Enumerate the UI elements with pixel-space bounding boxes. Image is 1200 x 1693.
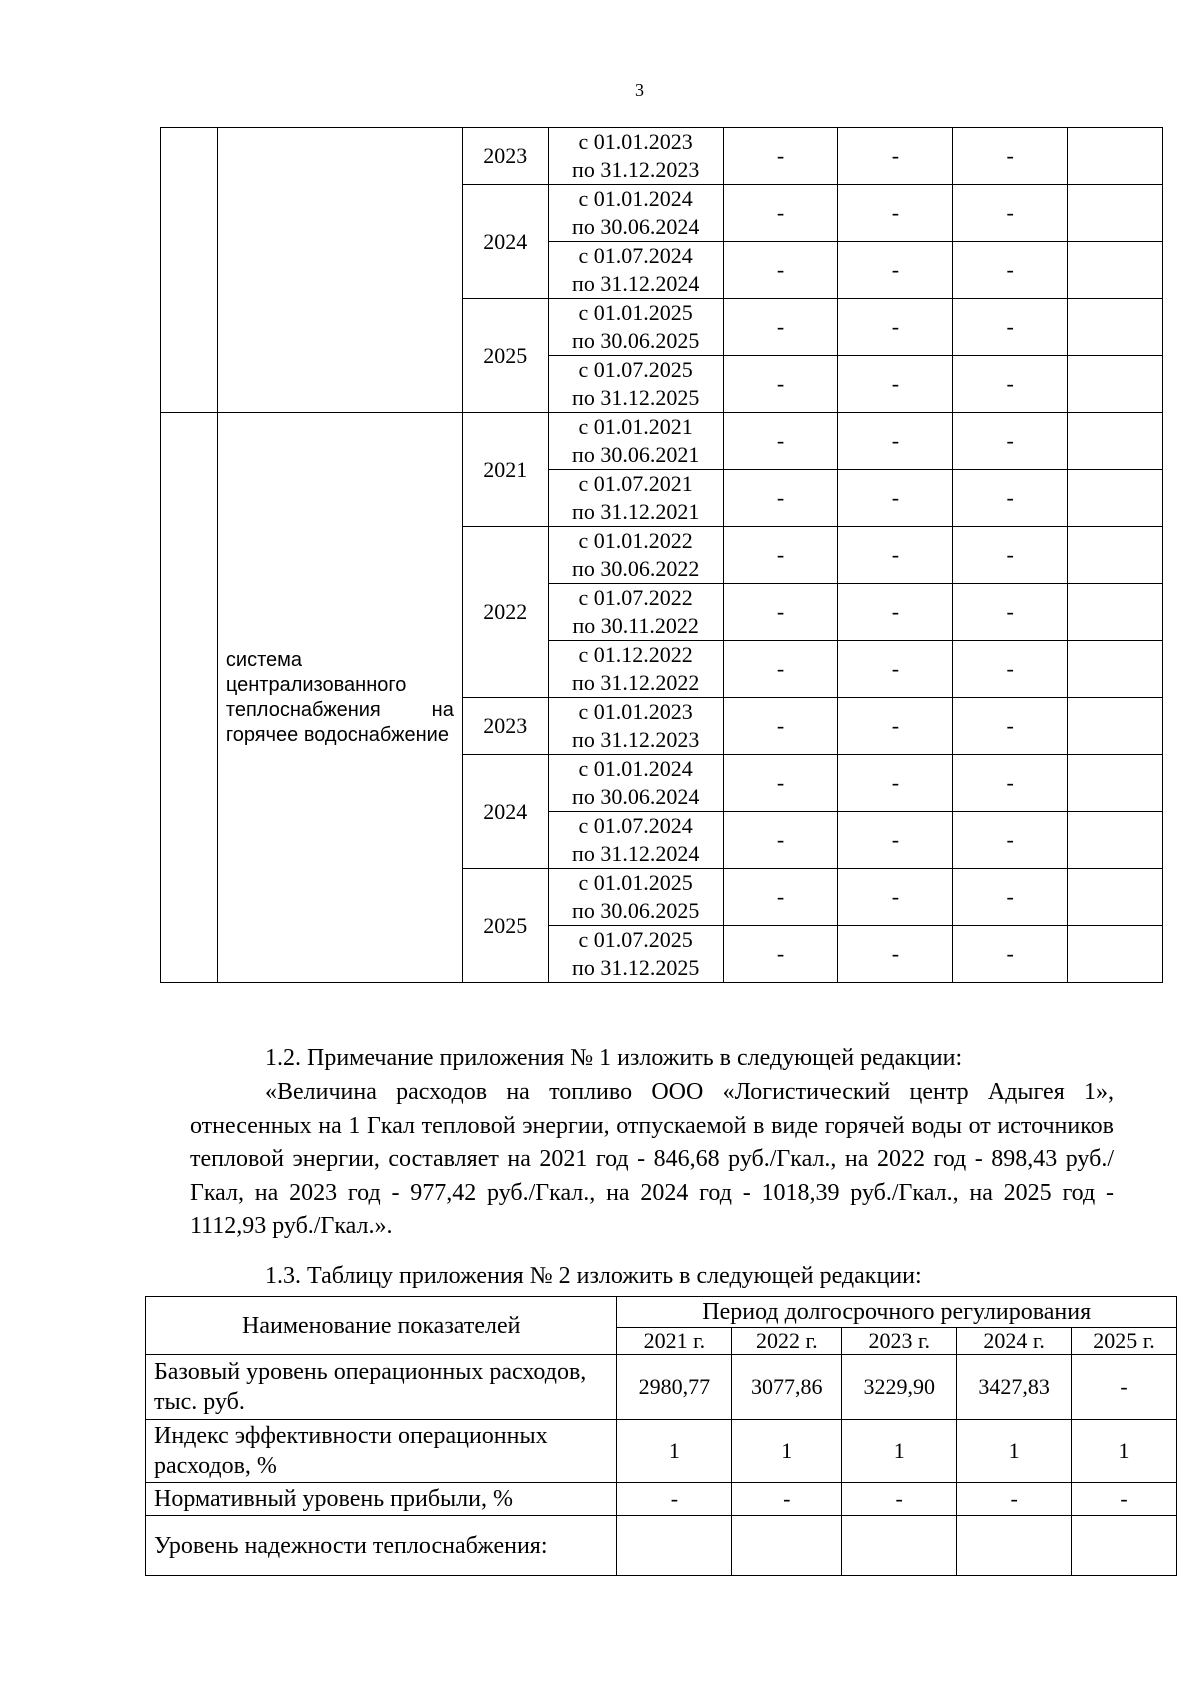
- value-cell: [1068, 641, 1163, 698]
- period-cell: [548, 299, 723, 356]
- period-cell: [548, 926, 723, 983]
- period-to: по 30.06.2025: [572, 328, 700, 353]
- value-cell: -: [723, 527, 838, 584]
- indicator-value: [842, 1516, 957, 1576]
- value-cell: [1068, 128, 1163, 185]
- indicator-value: -: [1072, 1483, 1177, 1516]
- period-to: по 31.12.2021: [572, 499, 700, 524]
- system-name-cell: [217, 128, 462, 413]
- value-cell: [1068, 242, 1163, 299]
- value-cell: -: [723, 641, 838, 698]
- indicator-value: 1: [1072, 1420, 1177, 1483]
- period-from: с 01.12.2022: [578, 642, 693, 667]
- period-to: по 31.12.2024: [572, 271, 700, 296]
- indicator-value: 1: [842, 1420, 957, 1483]
- period-from: с 01.01.2025: [578, 870, 693, 895]
- value-cell: -: [838, 242, 953, 299]
- period-to: по 31.12.2022: [572, 670, 700, 695]
- period-cell: [548, 242, 723, 299]
- value-cell: -: [953, 755, 1068, 812]
- indicator-value: -: [957, 1483, 1072, 1516]
- value-cell: [1068, 869, 1163, 926]
- value-cell: -: [838, 641, 953, 698]
- value-cell: -: [953, 242, 1068, 299]
- indicator-row: [146, 1355, 1177, 1420]
- value-cell: -: [953, 698, 1068, 755]
- period-from: с 01.01.2021: [578, 414, 693, 439]
- value-cell: -: [953, 185, 1068, 242]
- period-cell: [548, 698, 723, 755]
- period-cell: [548, 812, 723, 869]
- indicator-value: [732, 1516, 842, 1576]
- value-cell: -: [723, 128, 838, 185]
- value-cell: -: [953, 641, 1068, 698]
- indicator-row: [146, 1516, 1177, 1576]
- indicator-value: -: [732, 1483, 842, 1516]
- indicator-name: Базовый уровень операционных расходов, тыс. руб.: [146, 1355, 617, 1420]
- period-cell: [548, 641, 723, 698]
- period-to: по 31.12.2024: [572, 841, 700, 866]
- period-from: с 01.07.2025: [578, 357, 693, 382]
- value-cell: [1068, 698, 1163, 755]
- indicators-header-row: [146, 1297, 1177, 1328]
- period-from: с 01.01.2023: [578, 129, 693, 154]
- indicator-value: -: [842, 1483, 957, 1516]
- period-from: с 01.01.2024: [578, 186, 693, 211]
- year-header: 2022 г.: [732, 1328, 842, 1355]
- period-from: с 01.01.2024: [578, 756, 693, 781]
- period-from: с 01.07.2021: [578, 471, 693, 496]
- period-from: с 01.07.2025: [578, 927, 693, 952]
- value-cell: -: [953, 869, 1068, 926]
- value-cell: -: [723, 698, 838, 755]
- period-to: по 30.06.2021: [572, 442, 700, 467]
- value-cell: [1068, 755, 1163, 812]
- period-cell: [548, 869, 723, 926]
- period-from: с 01.07.2024: [578, 813, 693, 838]
- value-cell: -: [723, 755, 838, 812]
- period-cell: [548, 185, 723, 242]
- value-cell: -: [723, 869, 838, 926]
- section-1-2-text: «Величина расходов на топливо ООО «Логистический центр Адыгея 1», отнесенных на 1 Гкал тепловой энергии, отпускаемой в виде горячей воды от источников тепловой энергии, составляет на 2021 год - 846,68 руб./Гкал., на 2022 год - 898,43 руб./Гкал, на 2023 год - 977,42 руб./Гкал., на 2024 год - 1018,39 руб./Гкал., на 2025 год - 1112,93 руб./Гкал.».: [190, 1079, 1114, 1239]
- value-cell: -: [838, 185, 953, 242]
- indicator-value: 1: [957, 1420, 1072, 1483]
- year-header: 2025 г.: [1072, 1328, 1177, 1355]
- value-cell: [1068, 413, 1163, 470]
- value-cell: -: [838, 356, 953, 413]
- value-cell: [1068, 812, 1163, 869]
- name-header: Наименование показателей: [146, 1297, 617, 1355]
- value-cell: -: [838, 584, 953, 641]
- indicator-value: 3077,86: [732, 1355, 842, 1420]
- year-header: 2021 г.: [617, 1328, 732, 1355]
- value-cell: [1068, 470, 1163, 527]
- value-cell: -: [723, 812, 838, 869]
- value-cell: -: [838, 128, 953, 185]
- value-cell: -: [953, 470, 1068, 527]
- year-header: 2023 г.: [842, 1328, 957, 1355]
- year-cell: 2024: [462, 755, 548, 869]
- year-header: 2024 г.: [957, 1328, 1072, 1355]
- period-from: с 01.01.2023: [578, 699, 693, 724]
- period-cell: [548, 128, 723, 185]
- value-cell: [1068, 299, 1163, 356]
- section-1-3-heading: 1.3. Таблицу приложения № 2 изложить в следующей редакции:: [265, 1263, 922, 1289]
- indicator-row: [146, 1483, 1177, 1516]
- value-cell: -: [723, 356, 838, 413]
- period-header: Период долгосрочного регулирования: [617, 1297, 1177, 1328]
- indicator-value: -: [1072, 1355, 1177, 1420]
- indicator-name: Индекс эффективности операционных расходов, %: [146, 1420, 617, 1483]
- value-cell: -: [838, 299, 953, 356]
- value-cell: -: [838, 527, 953, 584]
- indicator-value: -: [617, 1483, 732, 1516]
- indicator-value: [617, 1516, 732, 1576]
- period-to: по 31.12.2025: [572, 385, 700, 410]
- value-cell: -: [838, 812, 953, 869]
- value-cell: -: [953, 128, 1068, 185]
- period-from: с 01.07.2022: [578, 585, 693, 610]
- value-cell: -: [953, 299, 1068, 356]
- value-cell: [1068, 185, 1163, 242]
- period-to: по 30.11.2022: [572, 613, 699, 638]
- value-cell: -: [838, 698, 953, 755]
- period-cell: [548, 755, 723, 812]
- value-cell: -: [723, 470, 838, 527]
- year-cell: 2023: [462, 698, 548, 755]
- value-cell: [1068, 527, 1163, 584]
- value-cell: -: [723, 242, 838, 299]
- indicator-value: [1072, 1516, 1177, 1576]
- indicator-row: [146, 1420, 1177, 1483]
- period-to: по 31.12.2025: [572, 955, 700, 980]
- indicator-name: Уровень надежности теплоснабжения:: [146, 1516, 617, 1576]
- indicator-value: 2980,77: [617, 1355, 732, 1420]
- value-cell: -: [723, 413, 838, 470]
- indicator-value: 1: [732, 1420, 842, 1483]
- period-to: по 31.12.2023: [572, 157, 700, 182]
- period-from: с 01.01.2022: [578, 528, 693, 553]
- section-1-2-heading: 1.2. Примечание приложения № 1 изложить в следующей редакции:: [265, 1045, 963, 1071]
- period-from: с 01.07.2024: [578, 243, 693, 268]
- period-cell: [548, 413, 723, 470]
- value-cell: -: [953, 926, 1068, 983]
- period-cell: [548, 584, 723, 641]
- period-to: по 31.12.2023: [572, 727, 700, 752]
- value-cell: [1068, 356, 1163, 413]
- year-cell: 2022: [462, 527, 548, 698]
- table-row: [161, 128, 1163, 185]
- table-row: [161, 413, 1163, 470]
- value-cell: -: [953, 812, 1068, 869]
- indicator-value: [957, 1516, 1072, 1576]
- value-cell: -: [953, 413, 1068, 470]
- year-cell: 2025: [462, 299, 548, 413]
- year-cell: 2021: [462, 413, 548, 527]
- value-cell: -: [953, 584, 1068, 641]
- indicator-value: 1: [617, 1420, 732, 1483]
- value-cell: -: [838, 470, 953, 527]
- indicator-value: 3229,90: [842, 1355, 957, 1420]
- year-cell: 2025: [462, 869, 548, 983]
- row-number-cell: [161, 413, 218, 983]
- value-cell: -: [838, 926, 953, 983]
- value-cell: -: [723, 926, 838, 983]
- value-cell: [1068, 926, 1163, 983]
- value-cell: -: [723, 299, 838, 356]
- value-cell: -: [838, 755, 953, 812]
- tariff-periods-table: [160, 127, 1163, 983]
- period-cell: [548, 527, 723, 584]
- period-to: по 30.06.2022: [572, 556, 700, 581]
- year-cell: 2023: [462, 128, 548, 185]
- row-number-cell: [161, 128, 218, 413]
- value-cell: -: [838, 413, 953, 470]
- value-cell: [1068, 584, 1163, 641]
- value-cell: -: [953, 356, 1068, 413]
- value-cell: -: [838, 869, 953, 926]
- period-cell: [548, 470, 723, 527]
- period-to: по 30.06.2024: [572, 214, 700, 239]
- value-cell: -: [723, 185, 838, 242]
- period-from: с 01.01.2025: [578, 300, 693, 325]
- system-name-cell: система централизованного теплоснабжения на горячее водоснабжение: [217, 413, 462, 983]
- period-cell: [548, 356, 723, 413]
- value-cell: -: [953, 527, 1068, 584]
- page-number: 3: [635, 80, 644, 100]
- indicator-value: 3427,83: [957, 1355, 1072, 1420]
- indicator-name: Нормативный уровень прибыли, %: [146, 1483, 617, 1516]
- period-to: по 30.06.2024: [572, 784, 700, 809]
- period-to: по 30.06.2025: [572, 898, 700, 923]
- year-cell: 2024: [462, 185, 548, 299]
- value-cell: -: [723, 584, 838, 641]
- indicators-table: [145, 1296, 1177, 1576]
